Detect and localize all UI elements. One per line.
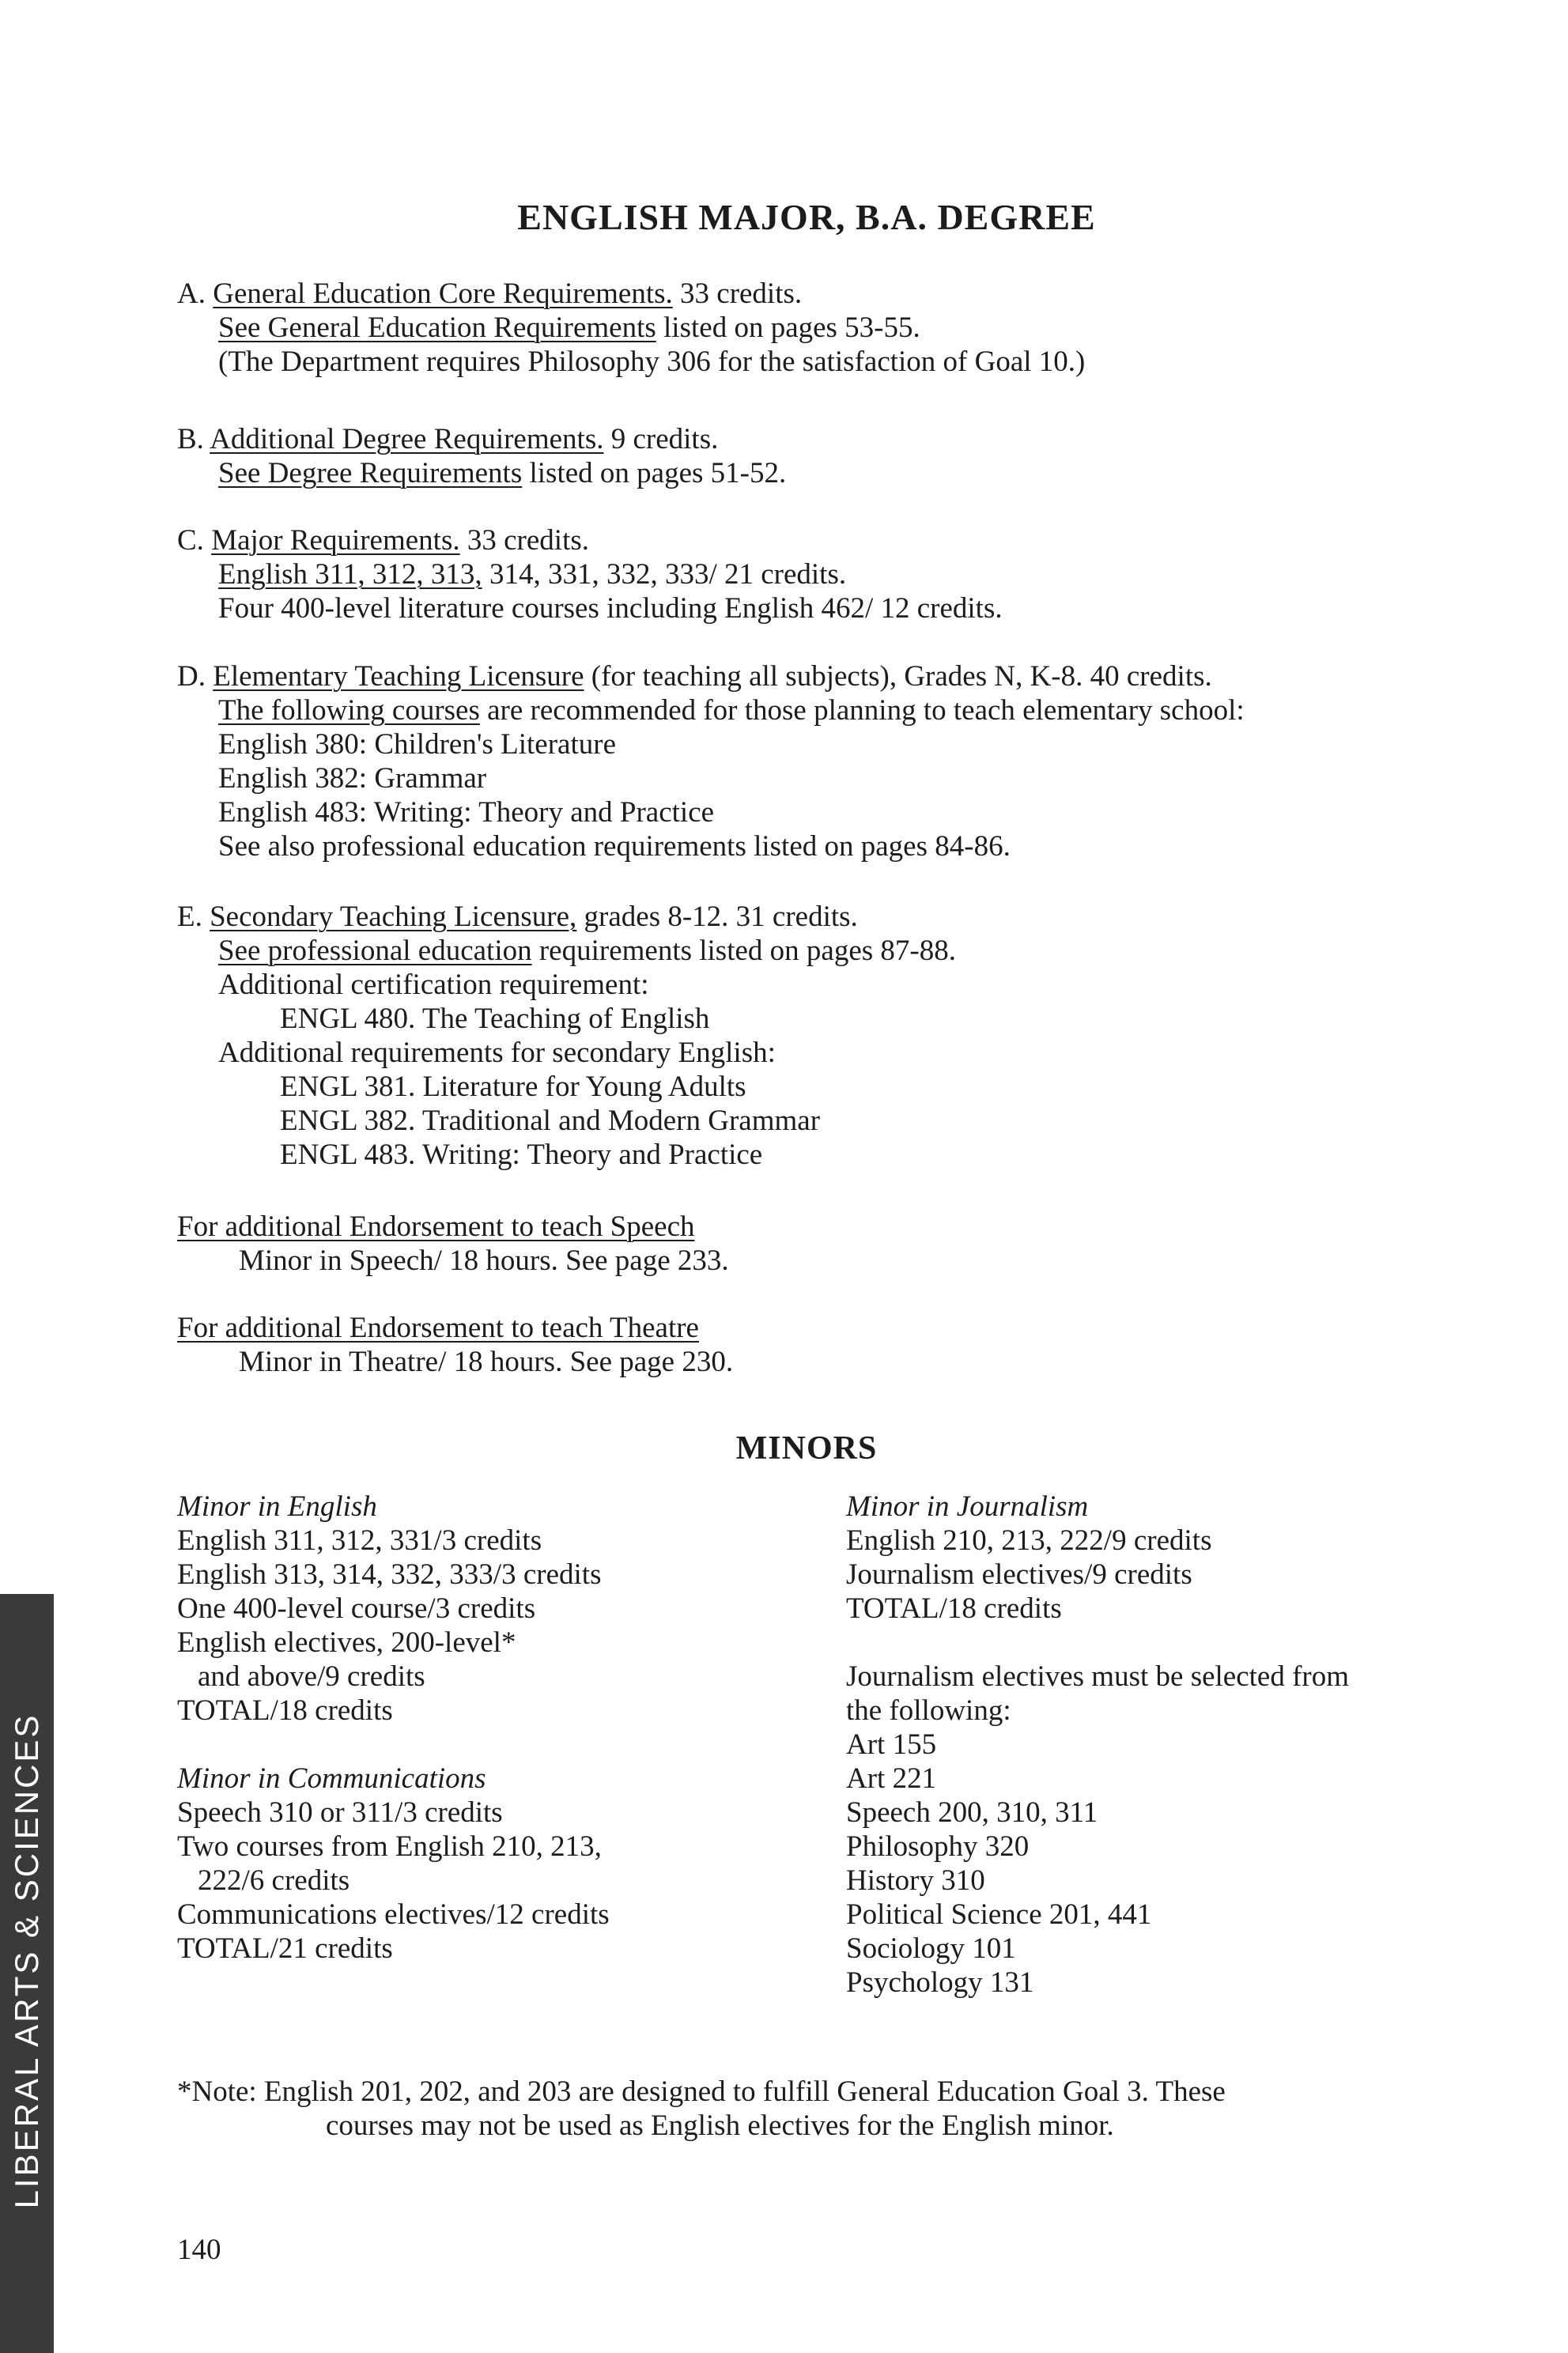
list-item: English 210, 213, 222/9 credits [846,1524,1212,1557]
section-c-heading: Major Requirements. [211,524,460,557]
section-d-credits: (for teaching all subjects), Grades N, K-8. 40 credits. [584,660,1212,693]
list-item: English 313, 314, 332, 333/3 credits [177,1558,602,1591]
section-e-heading: Secondary Teaching Licensure, [210,901,577,933]
journalism-electives-intro: Journalism electives must be selected from [846,1660,1350,1693]
list-item: Philosophy 320 [846,1830,1030,1863]
section-e-ref-rest: requirements listed on pages 87-88. [531,935,956,967]
section-b-ref-link: See Degree Requirements [218,457,523,489]
section-a [177,277,1085,379]
list-item: ENGL 381. Literature for Young Adults [280,1071,746,1103]
section-b [177,422,786,490]
page-number: 140 [177,2234,221,2266]
list-item: English 380: Children's Literature [218,728,616,761]
section-d-heading: Elementary Teaching Licensure [213,660,584,693]
section-b-ref-pages: listed on pages 51-52. [522,457,787,489]
section-e-letter: E. [177,901,202,933]
list-item: English 483: Writing: Theory and Practice [218,796,715,829]
minor-english-total: TOTAL/18 credits [177,1694,393,1727]
section-c-letter: C. [177,524,204,557]
section-e [177,900,956,1172]
list-item: English 311, 312, 331/3 credits [177,1524,542,1557]
section-b-heading: Additional Degree Requirements. [210,423,604,455]
section-a-credits: 33 credits. [672,278,803,310]
footnote [177,2075,1442,2143]
list-item: Sociology 101 [846,1932,1016,1965]
list-item: Art 221 [846,1762,937,1795]
page-title: ENGLISH MAJOR, B.A. DEGREE [517,197,1096,237]
section-e-credits: grades 8-12. 31 credits. [576,901,858,933]
minor-journalism-title: Minor in Journalism [846,1490,1089,1523]
minor-communications-title: Minor in Communications [177,1762,486,1795]
list-item: ENGL 382. Traditional and Modern Grammar [280,1105,821,1137]
section-a-heading: General Education Core Requirements. [213,278,673,310]
endorsement-heading: For additional Endorsement to teach Theatre [177,1312,699,1344]
list-item: ENGL 483. Writing: Theory and Practice [280,1139,763,1171]
list-item: English 382: Grammar [218,762,487,795]
list-item: Political Science 201, 441 [846,1898,1152,1931]
list-item: Psychology 131 [846,1966,1034,1999]
minors-heading: MINORS [735,1430,878,1467]
list-item: Speech 310 or 311/3 credits [177,1796,503,1829]
section-e-cert-label: Additional certification requirement: [218,969,649,1001]
section-tab-label: LIBERAL ARTS & SCIENCES [8,1713,45,2209]
list-item: History 310 [846,1864,985,1897]
section-c-credits: 33 credits. [459,524,589,557]
endorsement-speech [177,1210,729,1278]
journalism-electives-intro-cont: the following: [846,1694,1011,1727]
section-d-see-also: See also professional education requirements listed on pages 84-86. [218,830,1011,863]
section-b-credits: 9 credits. [603,423,719,455]
section-a-note: (The Department requires Philosophy 306 for the satisfaction of Goal 10.) [218,346,1086,378]
minors-left-column [177,1490,610,1966]
footnote-line-1: *Note: English 201, 202, and 203 are designed to fulfill General Education Goal 3. These [177,2075,1226,2108]
section-c-courses-rest: 314, 331, 332, 333/ 21 credits. [482,558,847,591]
section-d-intro-underlined: The following courses [218,694,480,727]
section-b-letter: B. [177,423,204,455]
list-item: 222/6 credits [198,1864,350,1897]
section-d-intro-rest: are recommended for those planning to teach elementary school: [479,694,1245,727]
section-e-ref-underlined: See professional education [218,935,532,967]
list-item: One 400-level course/3 credits [177,1592,536,1625]
minor-english-title: Minor in English [177,1490,377,1523]
section-a-ref-pages: listed on pages 53-55. [656,312,920,344]
list-item: Art 155 [846,1728,937,1761]
endorsement-heading: For additional Endorsement to teach Speech [177,1210,695,1243]
section-c-courses-underlined: English 311, 312, 313, [218,558,482,591]
section-c-literature: Four 400-level literature courses including English 462/ 12 credits. [218,592,1003,625]
list-item: ENGL 480. The Teaching of English [280,1003,710,1035]
footnote-line-2: courses may not be used as English electives for the English minor. [326,2109,1114,2142]
section-e-additional-label: Additional requirements for secondary English: [218,1037,776,1069]
section-d [177,659,1245,863]
section-d-letter: D. [177,660,206,693]
section-a-letter: A. [177,278,206,310]
list-item: English electives, 200-level* [177,1626,516,1659]
endorsement-detail: Minor in Theatre/ 18 hours. See page 230. [239,1346,734,1378]
endorsement-detail: Minor in Speech/ 18 hours. See page 233. [239,1244,729,1277]
section-c [177,523,1003,625]
minors-right-column [846,1490,1349,2000]
list-item: Communications electives/12 credits [177,1898,610,1931]
list-item: Speech 200, 310, 311 [846,1796,1098,1829]
section-a-ref-link: See General Education Requirements [218,312,656,344]
minor-communications-total: TOTAL/21 credits [177,1932,393,1965]
list-item: Two courses from English 210, 213, [177,1830,602,1863]
endorsement-theatre [177,1311,733,1379]
list-item: Journalism electives/9 credits [846,1558,1192,1591]
minor-journalism-total: TOTAL/18 credits [846,1592,1062,1625]
list-item: and above/9 credits [198,1660,425,1693]
